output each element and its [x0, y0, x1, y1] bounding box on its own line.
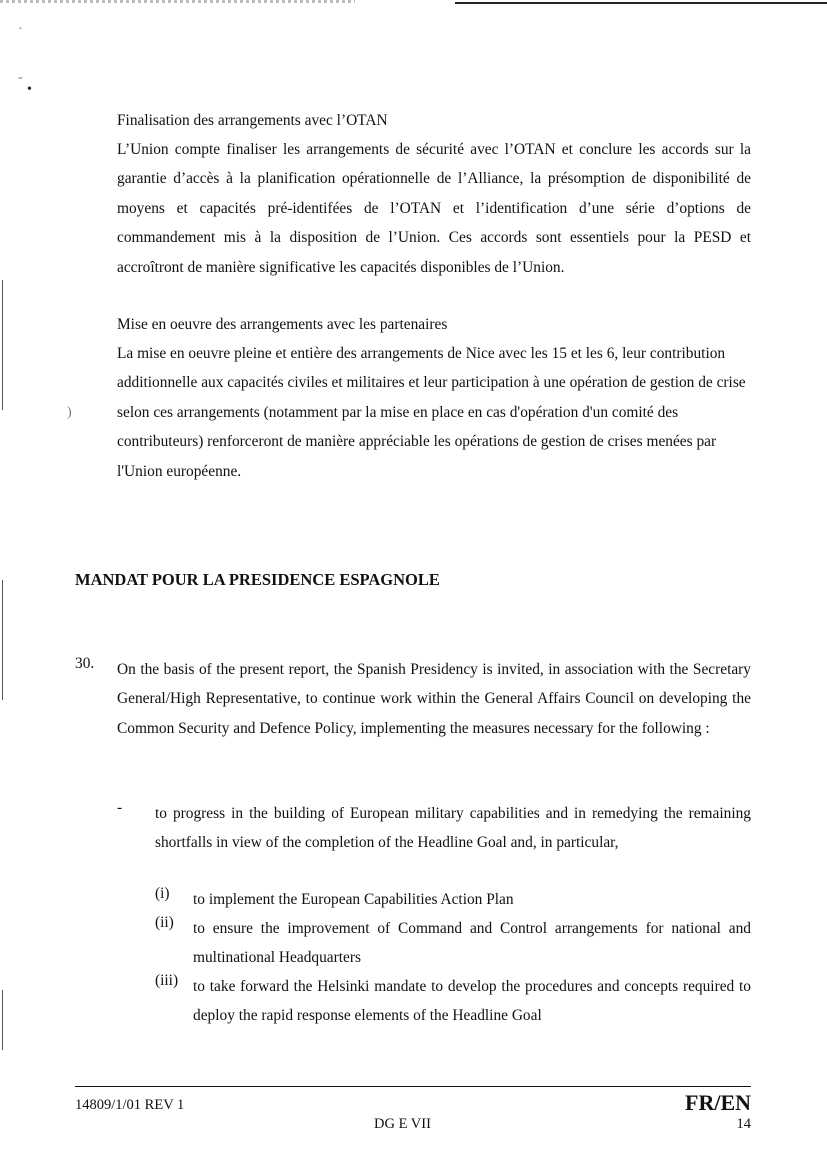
page-number: 14	[736, 1116, 751, 1132]
scan-artifact-left-edge	[2, 580, 3, 700]
sub-item-text: to implement the European Capabilities Action Plan	[193, 891, 514, 908]
mandate-paragraph: On the basis of the present report, the Spanish Presidency is invited, in association with the Secretary General/High Representative, to continue work within the General Affairs Council on developing the Common Security and Defence Policy, implementing the measures necessary for the following :	[117, 661, 751, 737]
document-reference: 14809/1/01 REV 1	[75, 1097, 185, 1113]
sub-item-text: to ensure the improvement of Command and Control arrangements for national and multinational Headquarters	[193, 920, 751, 967]
scan-speck: -	[18, 70, 23, 85]
footer-rule	[75, 1086, 751, 1087]
section-otan-body: L’Union compte finaliser les arrangements de sécurité avec l’OTAN et conclure les accords sur la garantie d’accès à la planification opérationnelle de l’Alliance, la présomption de disponibilité de moyens et capacités pré-identifées de l’OTAN et l’identification d’une série d’options de commandement mis à la disposition de l’Union. Ces accords sont essentiels pour la PESD et accroîtront de manière significative les capacités disponibles de l’Union.	[117, 141, 751, 276]
section-partners-title: Mise en oeuvre des arrangements avec les partenaires	[117, 316, 448, 333]
scan-artifact-left-edge	[2, 280, 3, 410]
section-partners-body: La mise en oeuvre pleine et entière des arrangements de Nice avec les 15 et les 6, leur contribution additionnelle aux capacités civiles et militaires et leur participation à une opération de gestion de crise selon ces arrangements (notamment par la mise en place en cas d'opération d'un comité des contributeurs) renforceront de manière appréciable les opérations de gestion de crises menées par l'Union européenne.	[117, 345, 746, 480]
scan-speck: •	[27, 82, 32, 97]
scan-speck: ·	[18, 22, 23, 37]
section-otan-title: Finalisation des arrangements avec l’OTAN	[117, 112, 388, 129]
bullet-marker: -	[117, 799, 123, 816]
sub-item-marker: (iii)	[155, 972, 179, 989]
directorate-label: DG E VII	[374, 1116, 431, 1132]
language-code: FR/EN	[685, 1090, 751, 1115]
scan-artifact-top-right	[455, 2, 827, 4]
scan-artifact-top-left	[0, 0, 355, 3]
sub-item-marker: (i)	[155, 885, 170, 902]
sub-item-marker: (ii)	[155, 914, 174, 931]
sub-item-text: to take forward the Helsinki mandate to develop the procedures and concepts required to deploy the rapid response elements of the Headline Goal	[193, 978, 751, 1025]
scan-speck: )	[67, 405, 72, 420]
paragraph-number: 30.	[75, 655, 95, 672]
scan-artifact-left-edge	[2, 990, 3, 1050]
bullet-text: to progress in the building of European military capabilities and in remedying the remaining shortfalls in view of the completion of the Headline Goal and, in particular,	[155, 805, 751, 852]
mandate-heading: MANDAT POUR LA PRESIDENCE ESPAGNOLE	[75, 570, 440, 589]
